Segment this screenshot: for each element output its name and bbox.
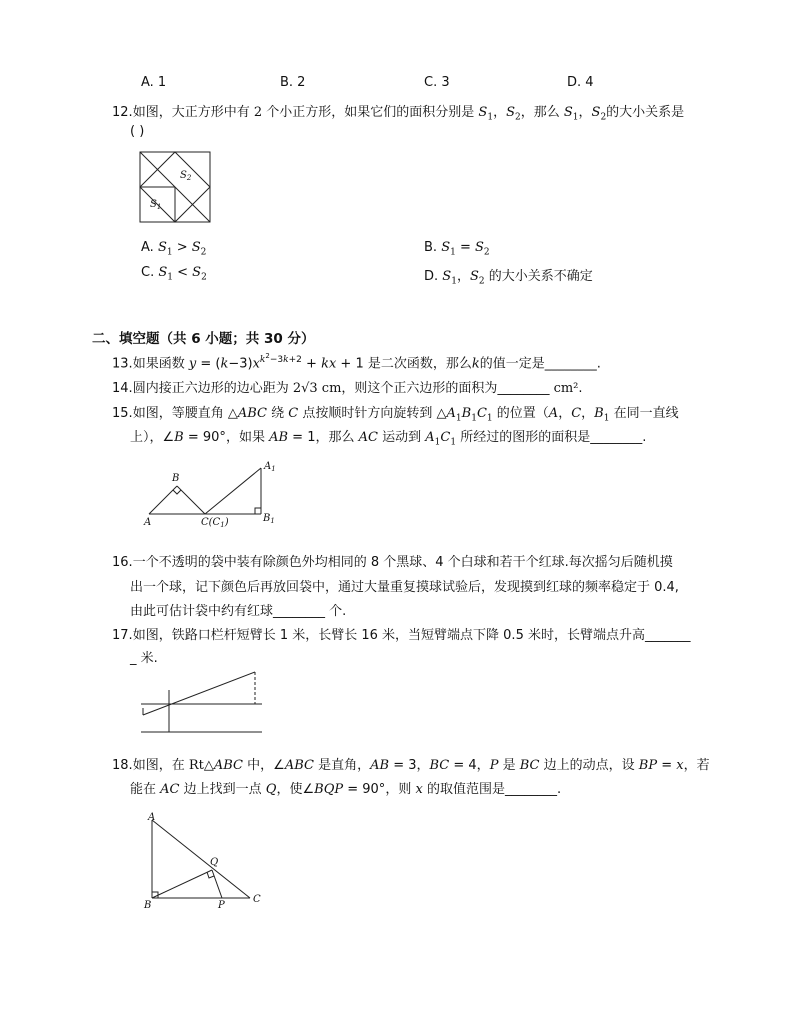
q14-stem: 14.圆内接正六边形的边心距为 2√3 cm，则这个正六边形的面积为________ cm².	[112, 381, 583, 396]
q18-label-a: A	[148, 812, 156, 823]
q11-option-c: C. 3	[424, 75, 450, 90]
q18-line2: 能在 AC 边上找到一点 Q，使∠BQP = 90°，则 x 的取值范围是________.	[130, 782, 562, 797]
q15-label-b1: $B_1$	[263, 513, 275, 525]
q12-figure	[139, 151, 219, 231]
q15-blank: ________	[590, 430, 643, 445]
q15-label-a1: $A_1$	[264, 461, 276, 473]
q15-label-a: A	[144, 517, 152, 528]
q11-option-a: A. 1	[141, 75, 167, 90]
q18-label-p: P	[218, 900, 225, 911]
q12-label-s1: $S_1$	[150, 199, 162, 211]
q18-blank: ________	[504, 782, 557, 797]
q18-line1: 18.如图，在 Rt△ABC 中，∠ABC 是直角，AB = 3，BC = 4，P 是 BC 边上的动点，设 BP = x，若	[112, 758, 710, 773]
q12-answer-paren: ( )	[130, 124, 145, 139]
q12-option-d: D. $S_1$，$S_2$ 的大小关系不确定	[424, 269, 593, 287]
q12-option-c: C. $S_1 < S_2$	[141, 265, 207, 283]
q16-blank: ________	[273, 604, 326, 619]
q11-option-d: D. 4	[567, 75, 594, 90]
q17-line2: _ 米.	[130, 651, 158, 666]
q17-blank: _______	[644, 628, 691, 643]
q15-label-c: $C(C_1)$	[201, 517, 229, 528]
section-title: 二、填空题（共 6 小题；共 30 分）	[92, 331, 315, 347]
q15-line1: 15.如图，等腰直角 △ABC 绕 C 点按顺时针方向旋转到 $\triangle A_1B_1C_1$ 的位置（A，C，$B_1$ 在同一直线	[112, 406, 679, 424]
q18-label-q: Q	[210, 857, 219, 868]
q16-line3: 由此可估计袋中约有红球________ 个.	[130, 604, 347, 619]
q12-option-a: A. $S_1 > S_2$	[141, 240, 207, 258]
q12-label-s2: $S_2$	[180, 170, 192, 182]
q12-option-b: B. $S_1 = S_2$	[424, 240, 490, 258]
q13-blank: ________	[544, 356, 597, 372]
q17-line1: 17.如图，铁路口栏杆短臂长 1 米，长臂长 16 米，当短臂端点下降 0.5 米时，长臂端点升高_______	[112, 628, 691, 643]
q16-line1: 16.一个不透明的袋中装有除颜色外均相同的 8 个黑球、4 个白球和若干个红球.每次摇匀后随机摸	[112, 555, 673, 570]
q16-line2: 出一个球，记下颜色后再放回袋中，通过大量重复摸球试验后，发现摸到红球的频率稳定于 0.4,	[130, 580, 679, 595]
q15-figure	[143, 458, 283, 528]
q18-label-b: B	[144, 900, 152, 911]
q17-figure	[140, 668, 270, 738]
q15-label-b: B	[172, 473, 180, 484]
q14-blank: ________	[497, 381, 550, 396]
q12-number: 12.	[112, 105, 133, 120]
q18-figure	[142, 812, 272, 912]
q11-option-b: B. 2	[280, 75, 306, 90]
q12-stem: 12.如图，大正方形中有 2 个小正方形，如果它们的面积分别是 $S_1$，$S_2$，那么 $S_1$，$S_2$的大小关系是	[112, 105, 685, 123]
q15-line2: 上），∠B = 90°，如果 AB = 1，那么 AC 运动到 $A_1C_1$ 所经过的图形的面积是________.	[130, 430, 647, 448]
q13-stem: 13.如果函数 $y = (k-3)x^{k^2-3k+2}$ + kx + 1 是二次函数，那么k的值一定是________.	[112, 352, 601, 372]
q18-label-c: C	[253, 894, 261, 905]
